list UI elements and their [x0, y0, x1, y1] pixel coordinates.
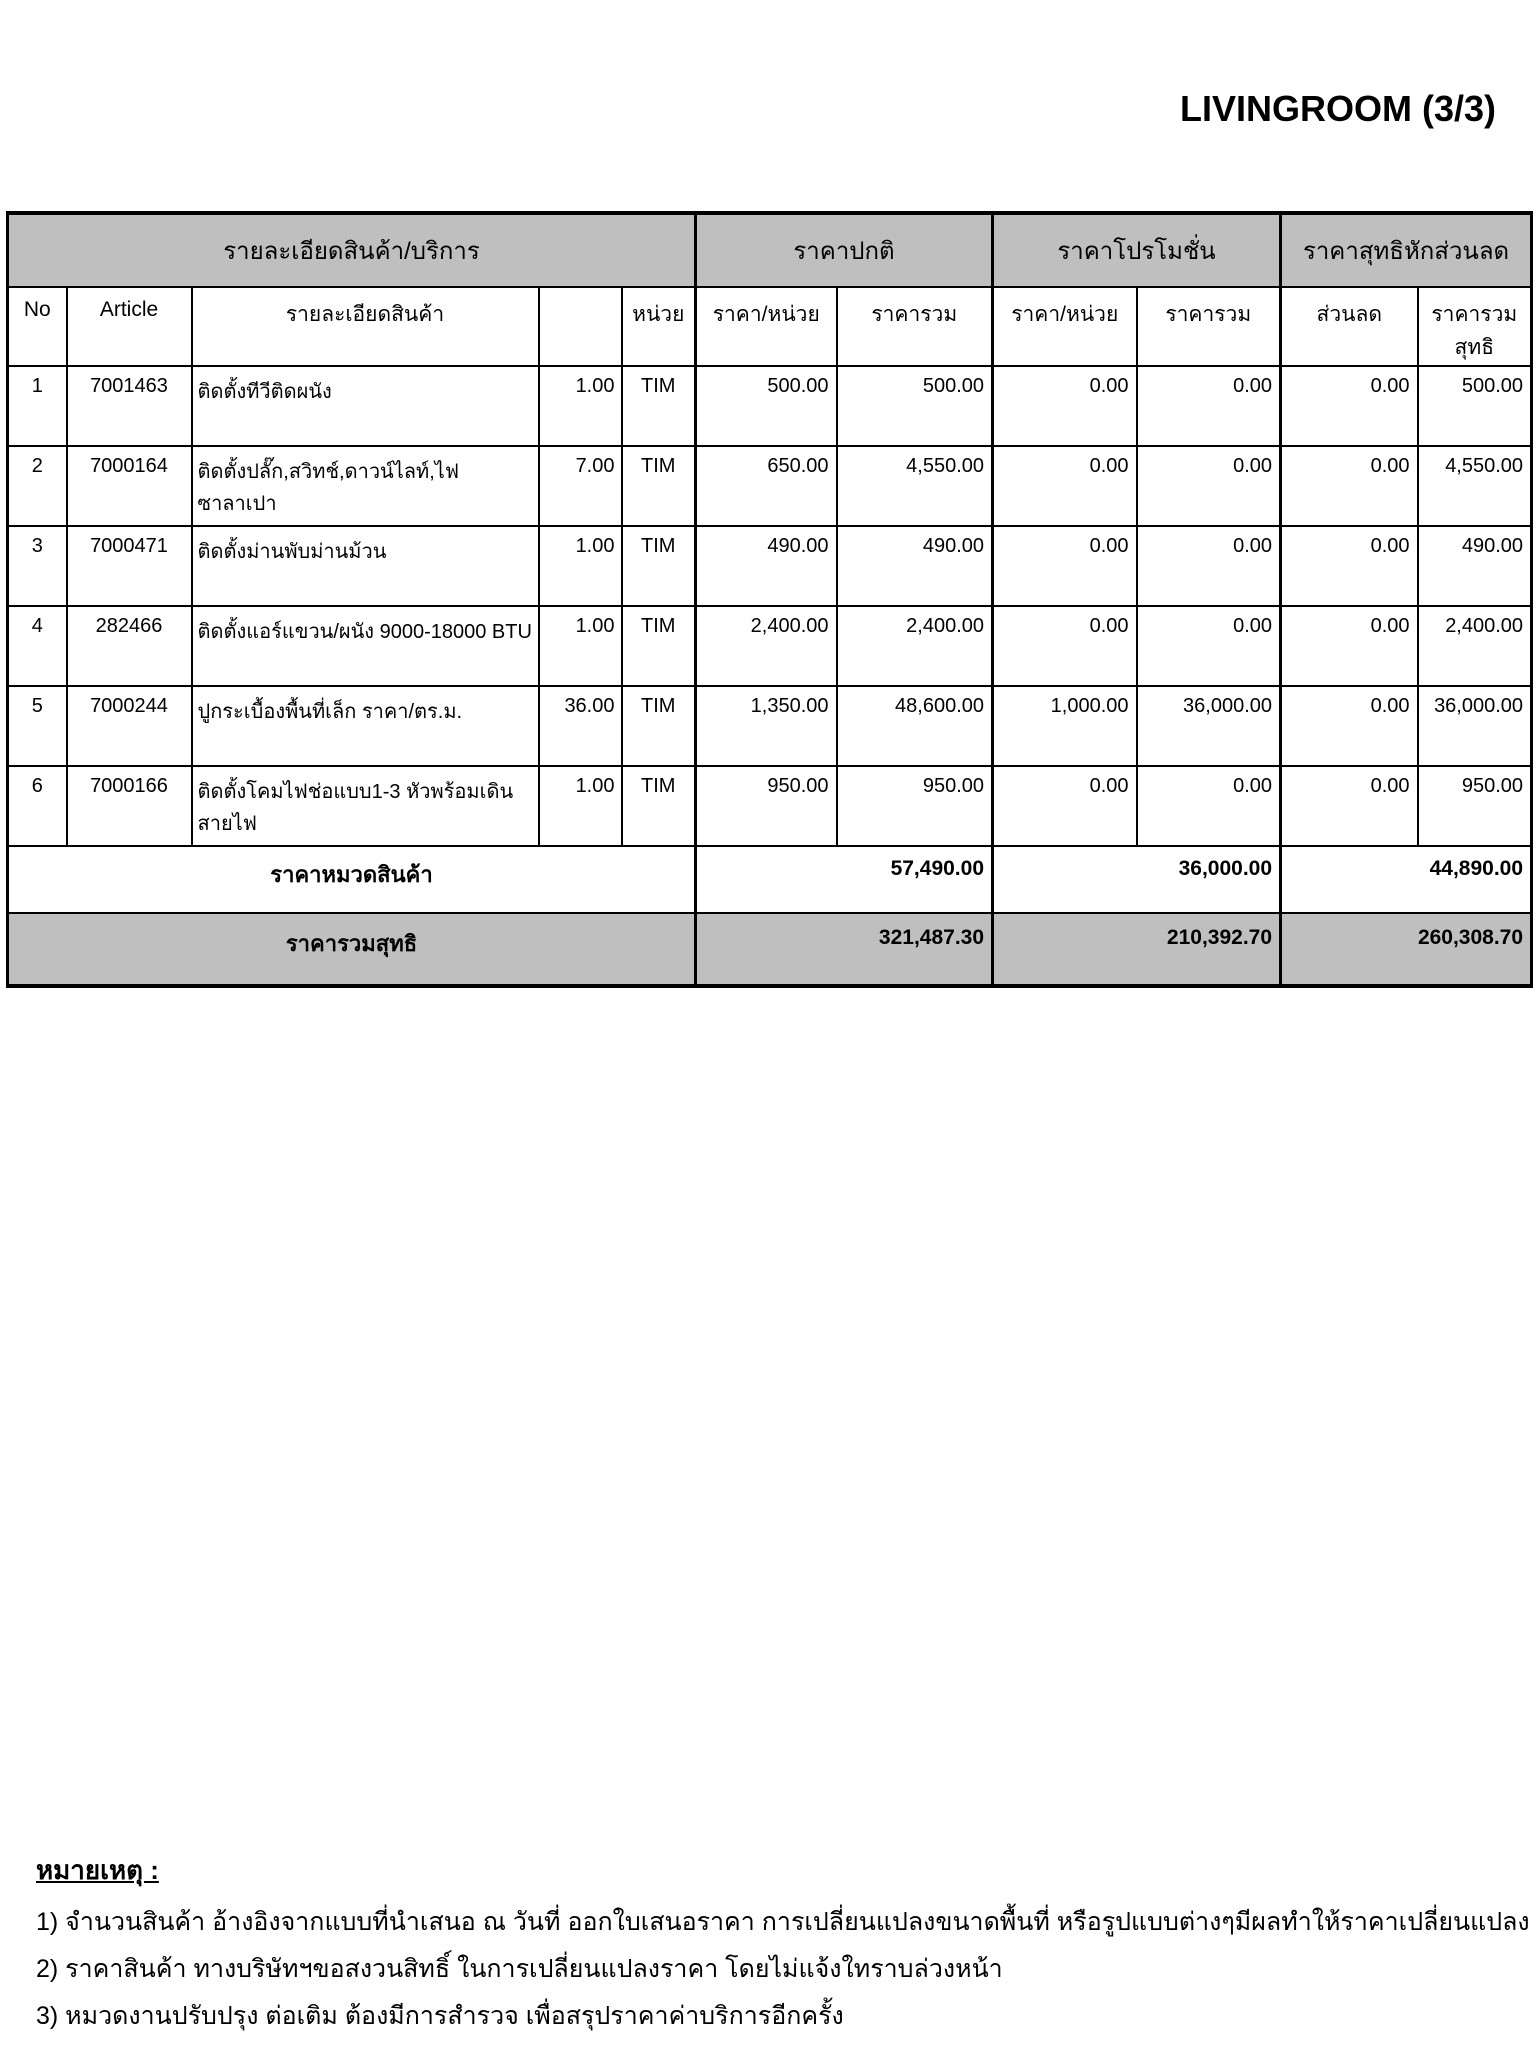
cell-promo-total: 0.00: [1137, 606, 1281, 686]
cell-article: 7000164: [67, 446, 192, 526]
footnotes-section: [36, 1850, 1530, 2040]
cell-promo-price: 0.00: [993, 366, 1137, 446]
cell-promo-price: 1,000.00: [993, 686, 1137, 766]
cell-promo-price: 0.00: [993, 766, 1137, 846]
col-header-unit: หน่วย: [622, 287, 696, 366]
cell-qty: 1.00: [539, 766, 622, 846]
grand-total-net: 260,308.70: [1281, 913, 1532, 986]
footnote-1: 1) จำนวนสินค้า อ้างอิงจากแบบที่นำเสนอ ณ วันที่ ออกใบเสนอราคา การเปลี่ยนแปลงขนาดพื้นที่ หรือรูปแบบต่างๆมีผลทำให้ราคาเปลี่ยนแปลง: [36, 1908, 1530, 1936]
cell-promo-price: 0.00: [993, 446, 1137, 526]
footnotes-heading: หมายเหตุ :: [36, 1855, 159, 1885]
cell-discount: 0.00: [1281, 446, 1418, 526]
cell-price: 500.00: [696, 366, 837, 446]
cell-net: 950.00: [1418, 766, 1532, 846]
cell-no: 5: [8, 686, 67, 766]
cell-promo-total: 0.00: [1137, 766, 1281, 846]
cell-description: ติดตั้งแอร์แขวน/ผนัง 9000-18000 BTU: [192, 606, 539, 686]
cell-no: 1: [8, 366, 67, 446]
col-header-promo-total: ราคารวม: [1137, 287, 1281, 366]
table-row: [8, 366, 1532, 446]
section-normal-price-header: ราคาปกติ: [696, 213, 993, 287]
cell-price: 1,350.00: [696, 686, 837, 766]
subtotal-promo: 36,000.00: [993, 846, 1281, 913]
cell-promo-price: 0.00: [993, 526, 1137, 606]
table-row: [8, 446, 1532, 526]
cell-article: 282466: [67, 606, 192, 686]
section-details-header: รายละเอียดสินค้า/บริการ: [8, 213, 696, 287]
cell-promo-price: 0.00: [993, 606, 1137, 686]
subtotal-row: [8, 846, 1532, 913]
table-row: [8, 606, 1532, 686]
subtotal-label: ราคาหมวดสินค้า: [8, 846, 696, 913]
col-header-price-per-unit: ราคา/หน่วย: [696, 287, 837, 366]
cell-description: ติดตั้งทีวีติดผนัง: [192, 366, 539, 446]
section-net-header: ราคาสุทธิหักส่วนลด: [1281, 213, 1532, 287]
cell-unit: TIM: [622, 686, 696, 766]
cell-discount: 0.00: [1281, 606, 1418, 686]
cell-no: 4: [8, 606, 67, 686]
col-header-promo-price-per-unit: ราคา/หน่วย: [993, 287, 1137, 366]
cell-description: ปูกระเบื้องพื้นที่เล็ก ราคา/ตร.ม.: [192, 686, 539, 766]
cell-net: 2,400.00: [1418, 606, 1532, 686]
cell-unit: TIM: [622, 446, 696, 526]
cell-discount: 0.00: [1281, 686, 1418, 766]
footnote-2: 2) ราคาสินค้า ทางบริษัทฯขอสงวนสิทธิ์ ในการเปลี่ยนแปลงราคา โดยไม่แจ้งใทราบล่วงหน้า: [36, 1955, 1003, 1983]
cell-unit: TIM: [622, 606, 696, 686]
cell-qty: 7.00: [539, 446, 622, 526]
grand-total-row: [8, 913, 1532, 986]
col-header-qty: [539, 287, 622, 366]
cell-unit: TIM: [622, 766, 696, 846]
subtotal-net: 44,890.00: [1281, 846, 1532, 913]
cell-article: 7000471: [67, 526, 192, 606]
grand-total-label: ราคารวมสุทธิ: [8, 913, 696, 986]
cell-no: 6: [8, 766, 67, 846]
quotation-table: [6, 211, 1533, 988]
col-header-description: รายละเอียดสินค้า: [192, 287, 539, 366]
cell-qty: 1.00: [539, 366, 622, 446]
cell-no: 2: [8, 446, 67, 526]
cell-qty: 1.00: [539, 526, 622, 606]
cell-total: 4,550.00: [837, 446, 993, 526]
cell-total: 48,600.00: [837, 686, 993, 766]
cell-description: ติดตั้งม่านพับม่านม้วน: [192, 526, 539, 606]
footnote-3: 3) หมวดงานปรับปรุง ต่อเติม ต้องมีการสำรวจ เพื่อสรุปราคาค่าบริการอีกครั้ง: [36, 2002, 844, 2030]
section-promo-price-header: ราคาโปรโมชั่น: [993, 213, 1281, 287]
column-header-row: [8, 287, 1532, 366]
col-header-no: No: [8, 287, 67, 366]
cell-total: 2,400.00: [837, 606, 993, 686]
cell-discount: 0.00: [1281, 766, 1418, 846]
cell-description: ติดตั้งปลั๊ก,สวิทช์,ดาวน์ไลท์,ไฟซาลาเปา: [192, 446, 539, 526]
cell-article: 7000244: [67, 686, 192, 766]
cell-discount: 0.00: [1281, 526, 1418, 606]
table-row: [8, 686, 1532, 766]
cell-price: 2,400.00: [696, 606, 837, 686]
grand-total-normal: 321,487.30: [696, 913, 993, 986]
cell-unit: TIM: [622, 366, 696, 446]
grand-total-promo: 210,392.70: [993, 913, 1281, 986]
col-header-discount: ส่วนลด: [1281, 287, 1418, 366]
section-header-row: [8, 213, 1532, 287]
cell-qty: 1.00: [539, 606, 622, 686]
cell-promo-total: 0.00: [1137, 526, 1281, 606]
table-row: [8, 526, 1532, 606]
cell-net: 36,000.00: [1418, 686, 1532, 766]
cell-price: 650.00: [696, 446, 837, 526]
col-header-article: Article: [67, 287, 192, 366]
cell-net: 490.00: [1418, 526, 1532, 606]
col-header-net-total: ราคารวมสุทธิ: [1418, 287, 1532, 366]
cell-net: 4,550.00: [1418, 446, 1532, 526]
cell-total: 490.00: [837, 526, 993, 606]
cell-unit: TIM: [622, 526, 696, 606]
cell-total: 950.00: [837, 766, 993, 846]
cell-total: 500.00: [837, 366, 993, 446]
cell-net: 500.00: [1418, 366, 1532, 446]
cell-description: ติดตั้งโคมไฟช่อแบบ1-3 หัวพร้อมเดินสายไฟ: [192, 766, 539, 846]
subtotal-normal: 57,490.00: [696, 846, 993, 913]
cell-discount: 0.00: [1281, 366, 1418, 446]
cell-promo-total: 36,000.00: [1137, 686, 1281, 766]
cell-article: 7001463: [67, 366, 192, 446]
cell-no: 3: [8, 526, 67, 606]
cell-price: 950.00: [696, 766, 837, 846]
cell-promo-total: 0.00: [1137, 446, 1281, 526]
cell-price: 490.00: [696, 526, 837, 606]
cell-promo-total: 0.00: [1137, 366, 1281, 446]
cell-qty: 36.00: [539, 686, 622, 766]
cell-article: 7000166: [67, 766, 192, 846]
col-header-total: ราคารวม: [837, 287, 993, 366]
page-title: LIVINGROOM (3/3): [1179, 88, 1496, 129]
table-row: [8, 766, 1532, 846]
